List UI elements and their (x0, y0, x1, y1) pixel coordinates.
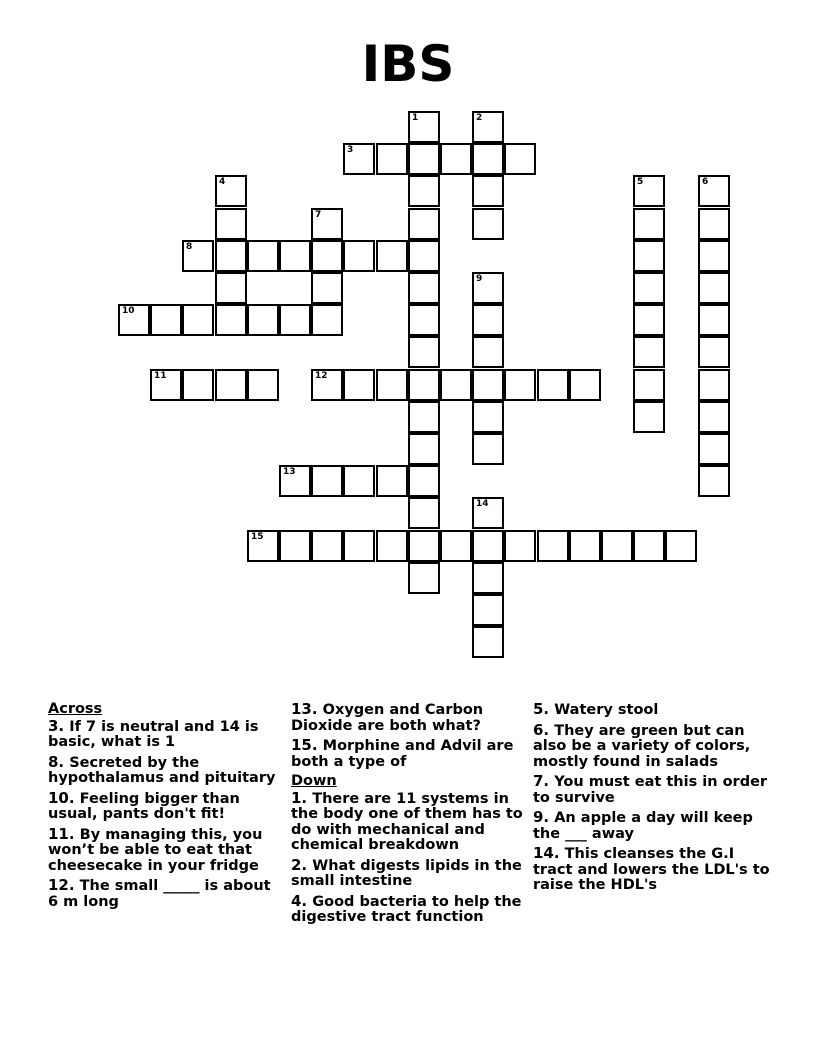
grid-cell[interactable] (279, 465, 311, 497)
grid-cell[interactable] (343, 465, 375, 497)
cell-number: 1 (412, 113, 419, 123)
grid-cell[interactable] (633, 304, 665, 336)
clue-text: What digests lipids in the small intestine (291, 857, 522, 889)
clue-column-1 (48, 702, 280, 914)
grid-cell[interactable] (472, 304, 504, 336)
grid-cell[interactable] (633, 175, 665, 207)
grid-cell[interactable] (472, 111, 504, 143)
grid-cell[interactable] (633, 208, 665, 240)
grid-cell[interactable] (633, 401, 665, 433)
grid-cell[interactable] (698, 272, 730, 304)
grid-cell[interactable] (440, 530, 472, 562)
grid-cell[interactable] (504, 530, 536, 562)
grid-cell[interactable] (279, 240, 311, 272)
clue (291, 891, 525, 926)
grid-cell[interactable] (408, 433, 440, 465)
clue-number: 2. (291, 855, 308, 874)
grid-cell[interactable] (472, 594, 504, 626)
clue-text: If 7 is neutral and 14 is basic, what is 1 (48, 718, 259, 750)
clue (48, 878, 280, 910)
grid-cell[interactable] (601, 530, 633, 562)
grid-cell[interactable] (698, 175, 730, 207)
grid-cell[interactable] (633, 272, 665, 304)
grid-cell[interactable] (215, 369, 247, 401)
grid-cell[interactable] (698, 304, 730, 336)
grid-cell[interactable] (311, 272, 343, 304)
grid-cell[interactable] (182, 240, 214, 272)
grid-cell[interactable] (408, 304, 440, 336)
grid-cell[interactable] (408, 208, 440, 240)
grid-cell[interactable] (279, 530, 311, 562)
clue-text: By managing this, you won’t be able to eat that cheesecake in your fridge (48, 826, 263, 874)
grid-cell[interactable] (215, 208, 247, 240)
cell-number: 15 (251, 532, 264, 542)
grid-cell[interactable] (698, 433, 730, 465)
grid-cell[interactable] (343, 143, 375, 175)
grid-cell[interactable] (311, 208, 343, 240)
grid-cell[interactable] (279, 304, 311, 336)
grid-cell[interactable] (698, 465, 730, 497)
grid-cell[interactable] (118, 304, 150, 336)
grid-cell[interactable] (472, 143, 504, 175)
puzzle-title: IBS (361, 35, 455, 93)
cell-number: 8 (186, 242, 193, 252)
grid-cell[interactable] (376, 465, 408, 497)
grid-cell[interactable] (311, 240, 343, 272)
clue (291, 855, 525, 890)
clue-column-2 (291, 702, 525, 930)
grid-cell[interactable] (472, 208, 504, 240)
clue (533, 720, 773, 771)
clue-text: Good bacteria to help the digestive tract function (291, 893, 522, 925)
grid-cell[interactable] (472, 497, 504, 529)
grid-cell[interactable] (472, 401, 504, 433)
grid-cell[interactable] (440, 143, 472, 175)
clue-number: 3. (48, 716, 65, 735)
clue-text: This cleanses the G.I tract and lowers the LDL's to raise the HDL's (533, 846, 770, 893)
grid-cell[interactable] (247, 304, 279, 336)
clue (48, 716, 280, 751)
clue-text: The small _____ is about 6 m long (48, 878, 271, 910)
cell-number: 13 (283, 467, 296, 477)
grid-cell[interactable] (633, 336, 665, 368)
grid-cell[interactable] (215, 240, 247, 272)
clue-text: Morphine and Advil are both a type of (291, 738, 514, 770)
grid-cell[interactable] (311, 369, 343, 401)
clue-number: 1. (291, 788, 308, 807)
grid-cell[interactable] (408, 111, 440, 143)
cell-number: 14 (476, 499, 489, 509)
grid-cell[interactable] (504, 369, 536, 401)
grid-cell[interactable] (633, 530, 665, 562)
grid-cell[interactable] (698, 208, 730, 240)
grid-cell[interactable] (472, 562, 504, 594)
cell-number: 6 (702, 177, 709, 187)
grid-cell[interactable] (215, 304, 247, 336)
clue-number: 11. (48, 824, 75, 843)
grid-cell[interactable] (472, 272, 504, 304)
clue-text: They are green but can also be a variety of colors, mostly found in salads (533, 722, 751, 770)
clue-text: Secreted by the hypothalamus and pituitary (48, 754, 276, 786)
clue (533, 846, 773, 894)
grid-cell[interactable] (472, 626, 504, 658)
grid-cell[interactable] (698, 336, 730, 368)
grid-cell[interactable] (343, 240, 375, 272)
grid-cell[interactable] (182, 369, 214, 401)
clue (533, 810, 773, 842)
clue-number: 7. (533, 772, 550, 790)
grid-cell[interactable] (698, 240, 730, 272)
clue (291, 702, 525, 734)
grid-cell[interactable] (408, 143, 440, 175)
clue-number: 6. (533, 720, 550, 739)
grid-cell[interactable] (311, 530, 343, 562)
grid-cell[interactable] (247, 369, 279, 401)
grid-cell[interactable] (472, 175, 504, 207)
grid-cell[interactable] (408, 240, 440, 272)
grid-cell[interactable] (408, 369, 440, 401)
grid-cell[interactable] (150, 304, 182, 336)
grid-cell[interactable] (247, 530, 279, 562)
clue-text: An apple a day will keep the ___ away (533, 810, 753, 842)
grid-cell[interactable] (537, 369, 569, 401)
grid-cell[interactable] (472, 336, 504, 368)
grid-cell[interactable] (376, 240, 408, 272)
cell-number: 3 (347, 145, 354, 155)
grid-cell[interactable] (376, 369, 408, 401)
clue-text: Oxygen and Carbon Dioxide are both what? (291, 702, 484, 734)
clue-column-3 (533, 702, 773, 898)
clue (48, 752, 280, 787)
grid-cell[interactable] (376, 143, 408, 175)
clue (533, 702, 773, 719)
cell-number: 7 (315, 210, 322, 220)
clue-number: 4. (291, 891, 308, 910)
clue-number: 9. (533, 808, 550, 826)
grid-cell[interactable] (472, 369, 504, 401)
clue-number: 8. (48, 752, 65, 771)
grid-cell[interactable] (408, 336, 440, 368)
clue-text: Watery stool (554, 702, 659, 718)
across-heading: Across (48, 701, 103, 717)
clue (48, 788, 280, 823)
cell-number: 9 (476, 274, 483, 284)
clue-text: Feeling bigger than usual, pants don't fit! (48, 790, 240, 822)
grid-cell[interactable] (504, 143, 536, 175)
grid-cell[interactable] (472, 433, 504, 465)
grid-cell[interactable] (311, 465, 343, 497)
grid-cell[interactable] (408, 562, 440, 594)
grid-cell[interactable] (408, 401, 440, 433)
grid-cell[interactable] (408, 497, 440, 529)
grid-cell[interactable] (215, 175, 247, 207)
clue-number: 14. (533, 844, 560, 862)
cell-number: 4 (219, 177, 226, 187)
down-heading: Down (291, 773, 337, 789)
grid-cell[interactable] (215, 272, 247, 304)
clue-text: You must eat this in order to survive (533, 774, 768, 806)
grid-cell[interactable] (376, 530, 408, 562)
cell-number: 2 (476, 113, 483, 123)
grid-cell[interactable] (665, 530, 697, 562)
clue-number: 15. (291, 736, 318, 754)
clue (291, 738, 525, 770)
clue-number: 13. (291, 700, 318, 718)
grid-cell[interactable] (343, 530, 375, 562)
grid-cell[interactable] (408, 175, 440, 207)
grid-cell[interactable] (633, 240, 665, 272)
grid-cell[interactable] (633, 369, 665, 401)
grid-cell[interactable] (182, 304, 214, 336)
grid-cell[interactable] (343, 369, 375, 401)
grid-cell[interactable] (569, 530, 601, 562)
grid-cell[interactable] (472, 530, 504, 562)
grid-cell[interactable] (408, 530, 440, 562)
grid-cell[interactable] (311, 304, 343, 336)
grid-cell[interactable] (440, 369, 472, 401)
cell-number: 10 (122, 306, 135, 316)
grid-cell[interactable] (150, 369, 182, 401)
grid-cell[interactable] (408, 465, 440, 497)
clue-number: 12. (48, 876, 75, 894)
cell-number: 12 (315, 371, 328, 381)
grid-cell[interactable] (698, 369, 730, 401)
cell-number: 11 (154, 371, 167, 381)
grid-cell[interactable] (569, 369, 601, 401)
clue-number: 10. (48, 788, 75, 807)
cell-number: 5 (637, 177, 644, 187)
clue (533, 774, 773, 806)
grid-cell[interactable] (698, 401, 730, 433)
grid-cell[interactable] (247, 240, 279, 272)
clue (291, 788, 525, 854)
grid-cell[interactable] (537, 530, 569, 562)
clue (48, 824, 280, 875)
grid-cell[interactable] (408, 272, 440, 304)
clue-text: There are 11 systems in the body one of them has to do with mechanical and chemical breakdown (291, 790, 523, 853)
clue-number: 5. (533, 700, 550, 718)
